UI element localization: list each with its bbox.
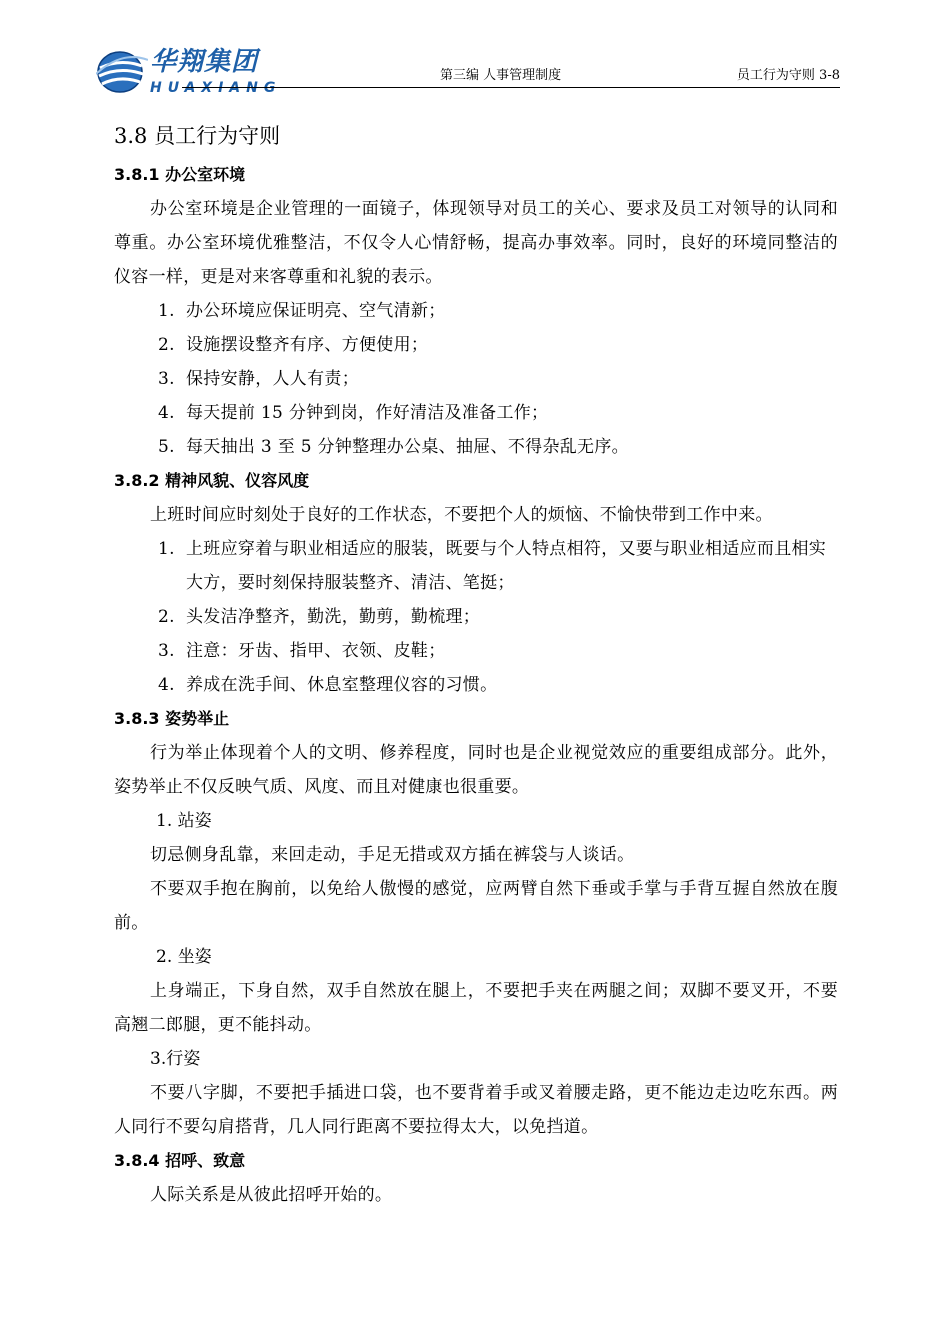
list-item: [114, 532, 838, 600]
logo-english-name: HUAXIANG: [150, 80, 282, 96]
list-number: 4.: [158, 675, 175, 695]
list-number: 2.: [158, 607, 175, 627]
list-number: 3.: [158, 641, 175, 661]
list-text: 上班应穿着与职业相适应的服装，既要与个人特点相符，又要与职业相适应而且相实大方，要时刻保持服装整齐、清洁、笔挺；: [186, 539, 827, 593]
section-heading-greeting: 3.8.4 招呼、致意: [114, 1151, 246, 1170]
header-divider: [182, 87, 840, 88]
paragraph: 不要双手抱在胸前，以免给人傲慢的感觉，应两臂自然下垂或手掌与手背互握自然放在腹前。: [114, 879, 838, 933]
header-section-title: 第三编 人事管理制度: [440, 68, 562, 83]
list-item: [114, 634, 838, 668]
company-logo: [96, 44, 286, 102]
header-page-label: 员工行为守则 3-8: [736, 68, 840, 83]
section-heading-office: 3.8.1 办公室环境: [114, 165, 246, 184]
list-text: 每天提前 15 分钟到岗，作好清洁及准备工作；: [186, 403, 549, 423]
list-item: [114, 328, 838, 362]
list-text: 每天抽出 3 至 5 分钟整理办公桌、抽屉、不得杂乱无序。: [186, 437, 629, 457]
paragraph: 上班时间应时刻处于良好的工作状态，不要把个人的烦恼、不愉快带到工作中来。: [150, 505, 773, 525]
section-heading-posture: 3.8.3 姿势举止: [114, 709, 230, 728]
list-text: 设施摆设整齐有序、方便使用；: [186, 335, 429, 355]
subheading-walking: 3.行姿: [150, 1049, 201, 1069]
subheading-standing: 1. 站姿: [156, 811, 212, 831]
list-text: 养成在洗手间、休息室整理仪容的习惯。: [186, 675, 498, 695]
list-text: 办公环境应保证明亮、空气清新；: [186, 301, 446, 321]
paragraph: 不要八字脚，不要把手插进口袋，也不要背着手或叉着腰走路，更不能边走边吃东西。两人同行不要勾肩搭背，几人同行距离不要拉得太大，以免挡道。: [114, 1083, 838, 1137]
paragraph: 切忌侧身乱靠，来回走动，手足无措或双方插在裤袋与人谈话。: [150, 845, 635, 865]
list-item: [114, 600, 838, 634]
list-item: [114, 430, 838, 464]
list-item: [114, 396, 838, 430]
list-item: [114, 668, 838, 702]
list-text: 头发洁净整齐，勤洗，勤剪，勤梳理；: [186, 607, 481, 627]
page-header: [96, 40, 840, 102]
list-number: 3.: [158, 369, 175, 389]
list-item: [114, 362, 838, 396]
list-number: 5.: [158, 437, 175, 457]
paragraph: 人际关系是从彼此招呼开始的。: [150, 1185, 393, 1205]
globe-logo-icon: [96, 46, 148, 96]
paragraph: 办公室环境是企业管理的一面镜子，体现领导对员工的关心、要求及员工对领导的认同和尊重。办公室环境优雅整洁，不仅令人心情舒畅，提高办事效率。同时，良好的环境同整洁的仪容一样，更是对来客尊重和礼貌的表示。: [114, 199, 838, 287]
paragraph: 行为举止体现着个人的文明、修养程度，同时也是企业视觉效应的重要组成部分。此外，姿势举止不仅反映气质、风度、而且对健康也很重要。: [114, 743, 838, 797]
list-number: 2.: [158, 335, 175, 355]
list-item: [114, 294, 838, 328]
logo-chinese-name: 华翔集团: [150, 47, 259, 77]
section-heading-appearance: 3.8.2 精神风貌、仪容风度: [114, 471, 310, 490]
list-text: 注意：牙齿、指甲、衣领、皮鞋；: [186, 641, 446, 661]
list-number: 1.: [158, 301, 175, 321]
paragraph: 上身端正，下身自然，双手自然放在腿上，不要把手夹在两腿之间；双脚不要叉开，不要高翘二郎腿，更不能抖动。: [114, 981, 838, 1035]
subheading-sitting: 2. 坐姿: [156, 947, 212, 967]
list-number: 4.: [158, 403, 175, 423]
list-text: 保持安静，人人有责；: [186, 369, 359, 389]
page-title: 3.8 员工行为守则: [114, 124, 281, 148]
document-body: [114, 118, 838, 1212]
list-number: 1.: [158, 539, 175, 559]
